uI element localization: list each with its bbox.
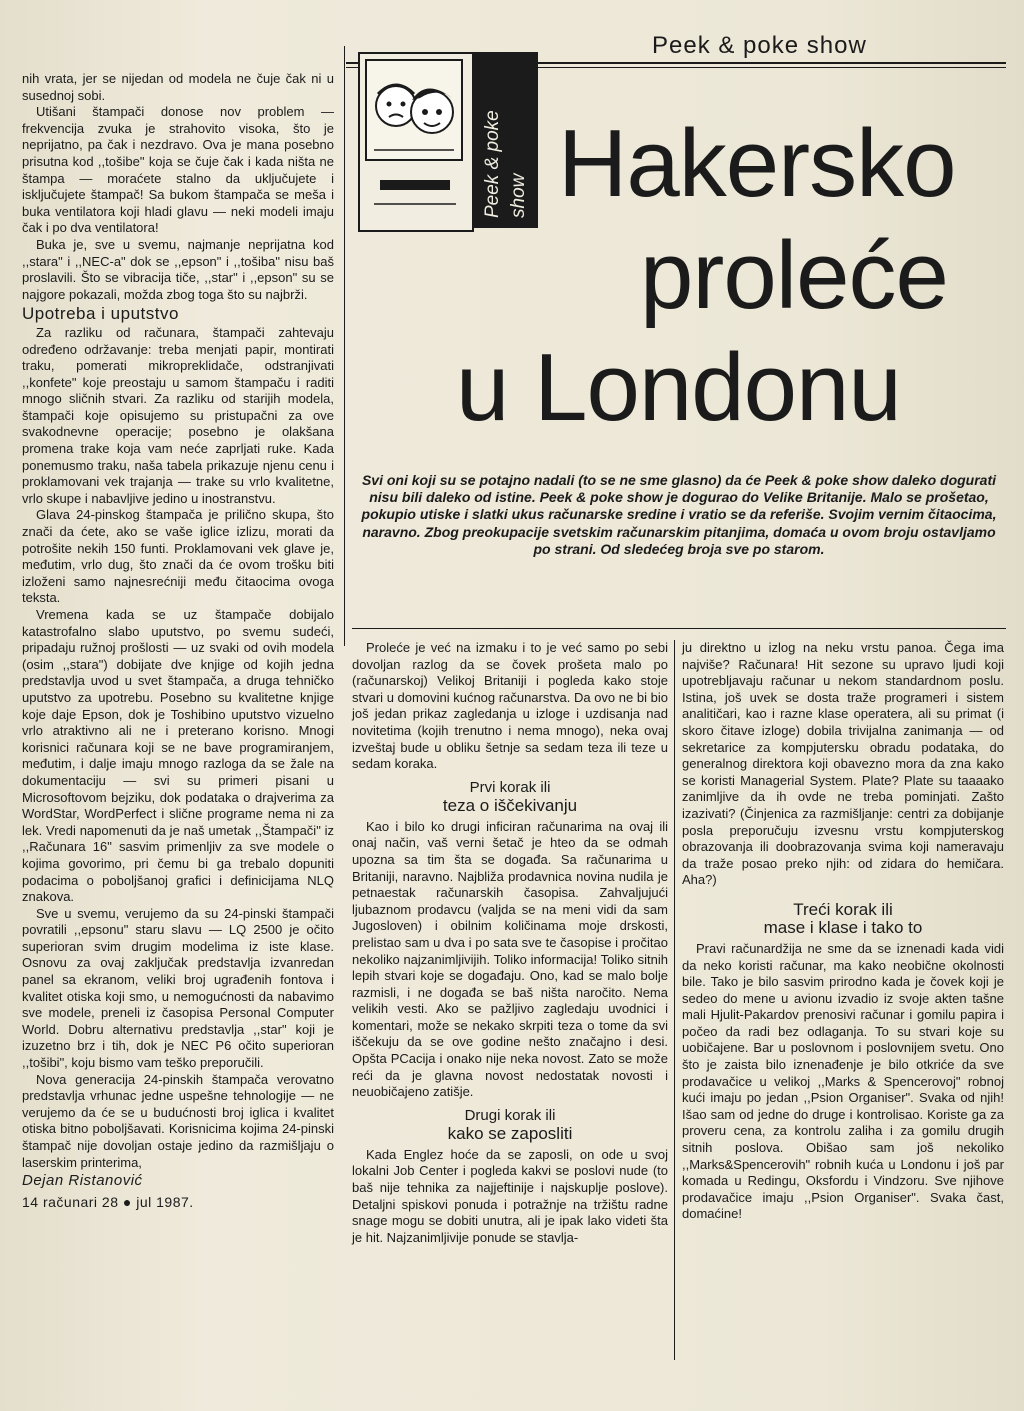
left-paragraph: Vremena kada se uz štampače dobijalo katastrofalno slabo uputstvo, po svemu sudeći, pripadaju ružnoj prošlosti — uz svaki od ovih modela (osim ,,stara") dobijate dve knjige od kojih jedna predstavlja uvod u svet štampača, a druga tehničko uputstvo za upotrebu. Posebno su kvalitetne knjige koje daje Epson, dok je Toshibino uputstvo vizuelno vrlo atraktivno ali ne i preterano korisno. Mnogi korisnici računara koji se ne bave programiranjem, međutim, i dalje imaju mnogo razloga da se žale na dokumentaciju — svi su primeri pisani u Microsoftovom bejziku, dok podataka o drajverima za WordStar, WordPerfect i slične programe nema ni za lek. Vredi napomenuti da je naš umetak ,,Štampači" iz ,,Računara 16" sasvim primenljiv za sve modele o kojima govorimo, pri čemu bi ga trebalo dopuniti podacima o poboljšanoj grafici i definicijama NLQ znakova. <box>22 607 334 905</box>
left-paragraph: Buka je, sve u svemu, najmanje neprijatna kod ,,stara" i ,,NEC-a" dok se ,,epson" i ,,tošiba" nisu baš proslavili. Što se vibracija tiče, ,,star" i ,,epson" su se najgore pokazali, možda zbog toga što su najbrži. <box>22 236 334 302</box>
right-column <box>682 640 1004 1223</box>
mid-heading-2-line2: kako se zaposliti <box>447 1123 573 1143</box>
headline-line2: proleće <box>640 222 948 329</box>
right-heading-3 <box>682 901 1004 937</box>
mid-heading-1-line2: teza o iščekivanju <box>442 795 578 815</box>
section-header-title: Peek & poke show <box>652 32 867 59</box>
page-footer: 14 računari 28 ● jul 1987. <box>22 1193 194 1210</box>
headline-line3: u Londonu <box>456 334 901 441</box>
mid-paragraph: Kada Englez hoće da se zaposli, on ode u svoj lokalni Job Center i pogleda kakvi se poslovi nude (to baš nije tehnika za najjeftinije i najskuplje poslove). Detaljni spiskovi ponuda i potražnje na tržištu radne snage mogu se dobiti unutra, ali je ipak lako videti šta je hit. Najzanimljivije ponude se stavlja- <box>352 1146 668 1245</box>
peek-poke-logo <box>358 52 474 232</box>
left-column-divider <box>344 46 345 646</box>
left-section-heading: Upotreba i uputstvo <box>22 304 179 324</box>
right-paragraph: ju direktno u izlog na neku vrstu panoa. Čega ima najviše? Računara! Hit sezone su upravo ljudi koji upotrebljavaju računar u nekom standardnom poslu. Istina, još uvek se dosta traže programeri i sistem analitičari, kao i razne klase operatera, ali su primat (i skoro čitave izloge) dobila trivijalna zanimanja — od sekretarice za kompjutersku obradu podataka, do generalnog direktora koji obavezno mora da zna kako se koristi Managerial System. Plate? Plate su taaaako zanimljive da ih ovde ne treba pominjati. Zašto izazivati? (Činjenica za razmišljanje: centri za dobijanje posla preporučuju izvesnu vrstu kompjuterskog obrazovanja ili doobrazovanja svima koji nameravaju da traže posao preko njih: od zidara do hemičara. Aha?) <box>682 640 1004 888</box>
column-divider-mid <box>674 640 675 1360</box>
headline-line1: Hakersko <box>558 110 956 217</box>
mid-heading-2-line1: Drugi korak ili <box>464 1106 556 1124</box>
mid-paragraph: Proleće je već na izmaku i to je već samo po sebi dovoljan razlog da se čovek prošeta malo po (računarskoj) Velikoj Britaniji i pogleda kako stoje stvari u domovini kućnog računarstva. Da ovo ne bi bio još jedan prikaz zagledanja u izloge i uzdisanja nad novitetima (kojih trenutno i nema mnogo), neka ovaj izveštaj bude u obliku šetnje sa sedam teza ili teze u sedam koraka. <box>352 640 668 772</box>
left-paragraph: Utišani štampači donose nov problem — frekvencija zvuka je strahovito visoka, što je neprijatno, pa čak i nezdravo. Ova je mana posebno prisutna kod ,,tošibe" koja se čuje čak i kada ništa ne štampa — moraćete stalno da uključujete i isključujete štampač! Sa bukom štampača se meša i buka ventilatora koji hladi glavu — neki modeli imaju čak i po dva ventilatora! <box>22 104 334 236</box>
logo-side-line1: Peek & poke <box>482 110 503 218</box>
mid-heading-1-line1: Prvi korak ili <box>469 778 551 796</box>
left-column <box>22 71 334 1210</box>
mid-paragraph: Kao i bilo ko drugi inficiran računarima na ovaj ili onaj način, vaš verni šetač je hteo da se odmah upozna sa tim šta se događa. Sa računarima u Britaniji, naravno. Najbliža prodavnica novina nudila je petnaestak računarskih časopisa. Zahvaljujući ljubaznom prodavcu (valjda se na meni vidi da sam Jugosloven) i obilnim količinama moje drskosti, prelistao sam u dva i po sata sve te časopise i pročitao nekoliko najzanimljivijih. Toliko informacija! Toliko sitnih lepih stvari koje se događaju. Ono, kad se malo bolje razmisli, i ne događa se baš ništa naročito. Nema velikih vesti. Ako se pažljivo zagledaju uvodnici i komentari, može se nekako skrpiti teza o tome da svi iščekuju da se ove godine nešto značajno i desi. Opšta PCacija i onako nije neka novost. Zato se može reći da je glavna novost nedostatak novosti i neuobičajeno zatišje. <box>352 818 668 1100</box>
middle-column <box>352 640 668 1246</box>
left-paragraph: Sve u svemu, verujemo da su 24-pinski štampači povratili ,,epsonu" staru slavu — LQ 2500 je očito superioran svim drugim modelima iz iste klase. Osnovu za ovaj zaključak predstavlja izvanredan panel sa ekranom, veliki broj ugrađenih fontova i kvalitet otiska koji smo, u nemogućnosti da nabavimo sve modele, preneli iz časopisa Personal Computer World. Dobru alternativu predstavlja ,,star" koji je izuzetno brz i tih, dok je NEC P6 očito superioran ,,tošibi", koju bismo vam teško preporučili. <box>22 905 334 1071</box>
right-paragraph: Pravi računardžija ne sme da se iznenadi kada vidi da neko koristi računar, ma kako neobične okolnosti bile. Tako je bilo sasvim prirodno kada je čovek koji je sedeo do mene u avionu izvadio iz svoje akten tašne mali Hjulit-Pakardov prenosivi računar i gomilu papira i počeo da radi bez odlaganja. To su stvari koje su uobičajene. Bar u poslovnom i poslovnijem svetu. Ono što je zaista bilo iznenađenje je bilo otkriće da sve prodavačice u velikoj ,,Marks & Spencerovoj" robnoj kući imaju po jedan ,,Psion Organiser". Svaka od njih! Išao sam od jedne do druge i kontrolisao. Koriste ga za proveru cena, za kontrolu zaliha i za gomilu drugih sitnih poslova. Obišao sam još nekoliko ,,Marks&Spencerovih" robnih kuća u Londonu i još par komada u Redingu, Oksfordu i Vindzoru. Sve njihove prodavačice imaju ,,Psion Organiser". Svaka čast, domaćine! <box>682 940 1004 1222</box>
left-paragraph: nih vrata, jer se nijedan od modela ne čuje čak ni u susednoj sobi. <box>22 71 334 103</box>
right-heading-3-line2: mase i klase i tako to <box>763 917 923 937</box>
left-paragraph: Za razliku od računara, štampači zahtevaju određeno održavanje: treba menjati papir, montirati traku, pomerati mikropreklidače, odstranjivati ,,konfete" koje preostaju u samom štampaču i raditi mnogo sličnih stvari. Za razliku od starijih modela, štampači koje opisujemo su pristupačni za ove svakodnevne operacije; posebno je olakšana promena trake koja vam neće zaprljati ruke. Kada ponemusmo traku, naša tabela prikazuje njenu cenu i proklamovani vek trajanja — trake su vrlo kvalitetne, vrlo skupe i nabavljive jedino u inostranstvu. <box>22 324 334 506</box>
logo-side-panel <box>474 52 538 228</box>
right-heading-3-line1: Treći korak ili <box>793 899 893 919</box>
mid-heading-2 <box>352 1107 668 1143</box>
left-paragraph: Glava 24-pinskog štampača je prilično skupa, što znači da ćete, ako se vaše iglice izlizu, morati da potrošite nekih 150 funti. Proklamovani vek glave je, međutim, vrlo dug, što znači da će ovom trošku biti izloženi samo najnesrećniji među čitaocima ovoga teksta. <box>22 507 334 606</box>
left-paragraph: Nova generacija 24-pinskih štampača verovatno predstavlja vrhunac jedne uspešne tehnologije — ne verujemo da će se u budućnosti broj iglica i kvalitet otiska bitno poboljšavati. Korisnicima kojima 24-pinski štampač nije dovoljan ostaje jedino da razmišljaju o laserskim printerima, <box>22 1071 334 1170</box>
article-lead: Svi oni koji su se potajno nadali (to se ne sme glasno) da će Peek & poke show daleko dogurati nisu bili daleko od istine. Peek & poke show je dogurao do Velike Britanije. Malo se prošetao, pokupio utiske i slatki ukus računarske sredine i vratio se da referiše. Svojim vernim čitaocima, naravno. Zbog preokupacije svetskim računarskim pitanjima, domaća u ovom broju ostavljamo po strani. Od sledećeg broja sve po starom. <box>361 472 997 557</box>
logo-side-line2: show <box>508 173 529 218</box>
mid-heading-1 <box>352 779 668 815</box>
author-signature: Dejan Ristanović <box>22 1172 143 1190</box>
cartoon-faces-icon <box>360 54 468 226</box>
lead-rule <box>352 628 1006 629</box>
